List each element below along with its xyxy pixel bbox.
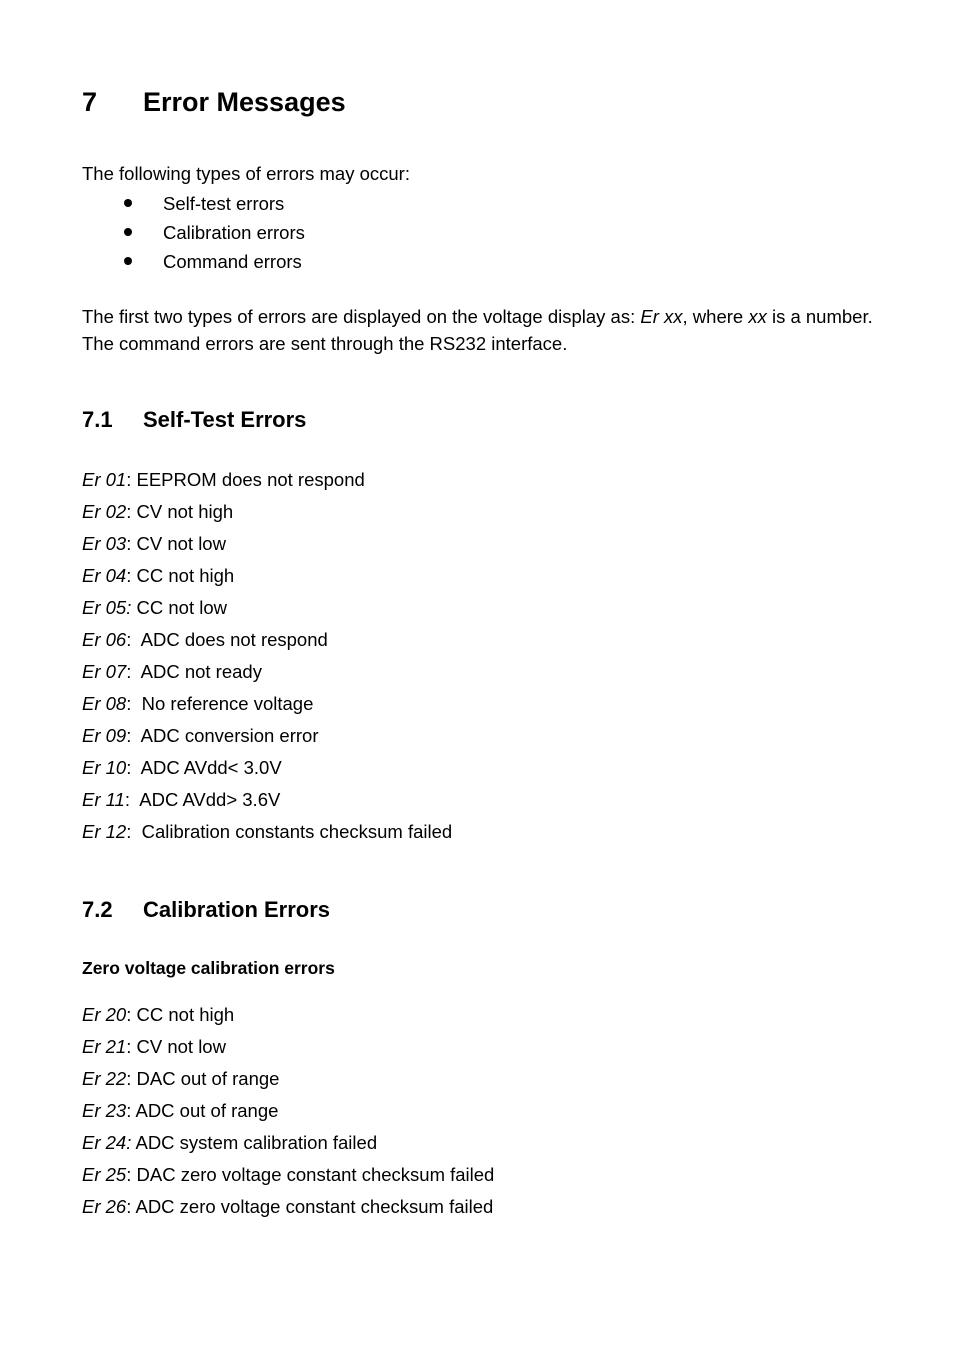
list-item: Self-test errors xyxy=(82,189,305,218)
error-item xyxy=(82,592,452,624)
error-item: Er 04: CC not high xyxy=(82,565,235,586)
bullet-icon xyxy=(124,199,132,207)
error-code: Er 04 xyxy=(82,565,127,586)
error-item: Er 21: CV not low xyxy=(82,1036,226,1057)
error-description: CC not high xyxy=(136,1004,235,1025)
error-code: Er 10 xyxy=(82,757,127,778)
error-code: Er 21 xyxy=(82,1036,127,1057)
error-code: Er 07 xyxy=(82,661,127,682)
error-code: Er 01 xyxy=(82,469,127,490)
error-description: Calibration constants checksum failed xyxy=(141,821,453,842)
display-paragraph: The first two types of errors are displayed on the voltage display as: Er xx, where xx is a number. The command errors are sent through the RS232 interface. xyxy=(82,306,873,354)
error-description: CC not high xyxy=(136,565,235,586)
calibration-errors-list xyxy=(82,999,494,1223)
error-code: Er 25 xyxy=(82,1164,127,1185)
error-code: Er 22 xyxy=(82,1068,127,1089)
section-number: 7.2 xyxy=(82,897,113,922)
section-number: 7.1 xyxy=(82,407,113,432)
bullet-icon xyxy=(124,257,132,265)
error-item: Er 09: ADC conversion error xyxy=(82,725,319,746)
error-code: Er 23 xyxy=(82,1100,127,1121)
chapter-title: Error Messages xyxy=(143,87,346,117)
error-description: ADC does not respond xyxy=(140,629,328,650)
error-description: ADC conversion error xyxy=(140,725,319,746)
list-item: Command errors xyxy=(82,247,305,276)
error-description: CV not low xyxy=(136,533,226,554)
error-description: ADC AVdd< 3.0V xyxy=(140,757,282,778)
error-item: Er 10: ADC AVdd< 3.0V xyxy=(82,757,282,778)
error-description: ADC not ready xyxy=(140,661,262,682)
error-item: Er 23: ADC out of range xyxy=(82,1100,279,1121)
error-code: Er 08 xyxy=(82,693,127,714)
error-item: Er 03: CV not low xyxy=(82,533,226,554)
error-code: Er 20 xyxy=(82,1004,127,1025)
error-description: ADC AVdd> 3.6V xyxy=(139,789,281,810)
chapter-heading xyxy=(82,84,346,120)
error-item: Er 07: ADC not ready xyxy=(82,661,262,682)
error-item: Er 02: CV not high xyxy=(82,501,234,522)
error-item: Er 20: CC not high xyxy=(82,1004,235,1025)
error-code: Er 26 xyxy=(82,1196,127,1217)
error-code: Er 11 xyxy=(82,789,125,810)
subheading-zero-voltage: Zero voltage calibration errors xyxy=(82,958,335,978)
error-item: Er 11: ADC AVdd> 3.6V xyxy=(82,789,281,810)
error-description: CV not low xyxy=(136,1036,226,1057)
self-test-errors-list xyxy=(82,464,452,848)
error-types-list xyxy=(82,189,305,276)
error-code: Er 03 xyxy=(82,533,127,554)
section-heading-self-test xyxy=(82,405,306,435)
error-item: Er 01: EEPROM does not respond xyxy=(82,469,365,490)
error-code: Er 06 xyxy=(82,629,127,650)
error-description: No reference voltage xyxy=(141,693,314,714)
error-description: ADC out of range xyxy=(135,1100,279,1121)
code-variable: xx xyxy=(748,306,767,327)
error-item: Er 25: DAC zero voltage constant checksum failed xyxy=(82,1164,495,1185)
error-description: EEPROM does not respond xyxy=(136,469,365,490)
error-item: Er 06: ADC does not respond xyxy=(82,629,328,650)
section-title: Calibration Errors xyxy=(143,897,331,922)
list-item: Calibration errors xyxy=(82,218,305,247)
code-format: Er xx xyxy=(640,306,683,327)
error-code: Er 12 xyxy=(82,821,127,842)
error-item: Er 22: DAC out of range xyxy=(82,1068,280,1089)
error-code: Er 05: xyxy=(82,597,132,618)
error-item: Er 08: No reference voltage xyxy=(82,693,314,714)
error-description: DAC zero voltage constant checksum failed xyxy=(136,1164,495,1185)
error-description: ADC system calibration failed xyxy=(135,1132,378,1153)
error-item: Er 26: ADC zero voltage constant checksum failed xyxy=(82,1196,494,1217)
intro-text: The following types of errors may occur: xyxy=(82,163,410,184)
error-description: CC not low xyxy=(136,597,227,618)
error-item: Er 12: Calibration constants checksum failed xyxy=(82,821,453,842)
error-code: Er 24: xyxy=(82,1132,132,1153)
error-description: CV not high xyxy=(136,501,234,522)
error-code: Er 09 xyxy=(82,725,127,746)
section-heading-calibration xyxy=(82,895,330,925)
bullet-icon xyxy=(124,228,132,236)
chapter-number: 7 xyxy=(82,87,98,117)
error-item xyxy=(82,1127,494,1159)
error-description: ADC zero voltage constant checksum failed xyxy=(135,1196,494,1217)
error-description: DAC out of range xyxy=(136,1068,280,1089)
error-code: Er 02 xyxy=(82,501,127,522)
section-title: Self-Test Errors xyxy=(143,407,307,432)
